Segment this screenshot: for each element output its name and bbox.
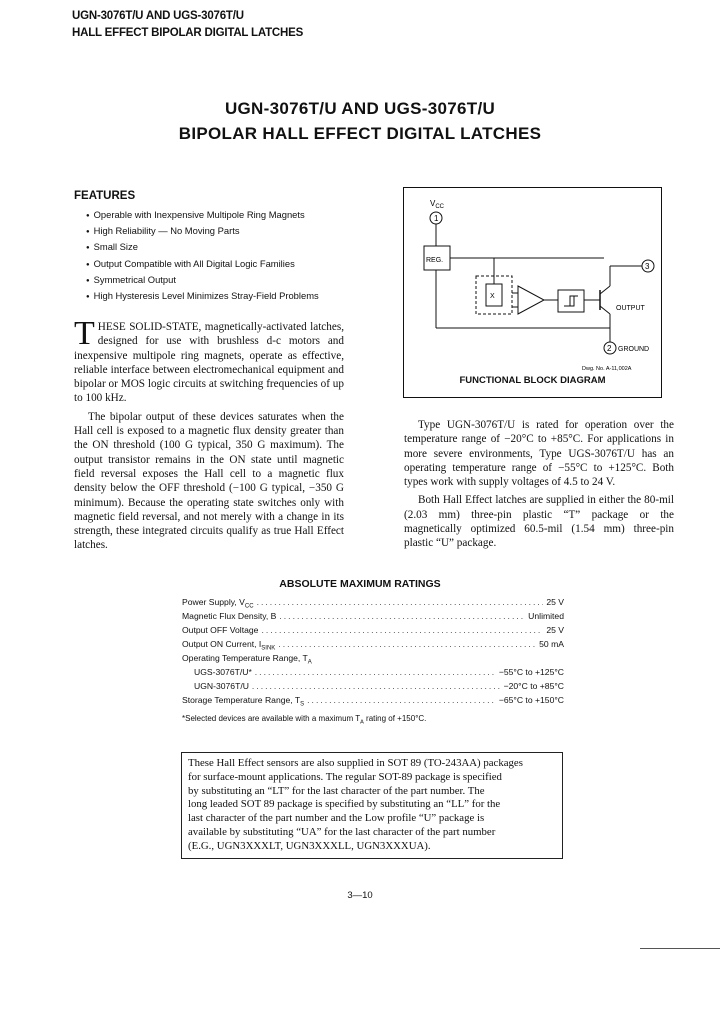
transistor-emitter — [600, 306, 610, 314]
running-header-line2: HALL EFFECT BIPOLAR DIGITAL LATCHES — [72, 27, 304, 39]
drawing-number: Dwg. No. A-11,002A — [582, 366, 632, 372]
output-label: OUTPUT — [616, 305, 645, 312]
rating-row: Storage Temperature Range, $T_S$ ..... −65°C to +150°C — [182, 695, 564, 708]
note-line: available by substituting “UA” for the last character of the part number — [188, 825, 496, 838]
title-line1: UGN-3076T/U AND UGS-3076T/U — [224, 99, 496, 118]
drop-cap: T — [74, 315, 95, 352]
note-line: (E.G., UGN3XXXLT, UGN3XXXLL, UGN3XXXUA). — [188, 839, 431, 852]
hysteresis-symbol — [564, 296, 578, 306]
feature-item: ● Output Compatible with All Digital Logic Families — [86, 257, 376, 273]
pin2-number: 2 — [607, 344, 612, 353]
intro-column — [74, 315, 344, 553]
intro-paragraph-1: HESE SOLID-STATE, magnetically-activated latches, designed for use with brushless d-c motors and inexpensive multipole ring magnets, operate as effective, reliable interface between electromechanical equipment and bipolar or MOS logic circuits at switching frequencies of up to 100 kHz. — [74, 321, 344, 405]
rating-row: Output ON Current, $I_{SINK}$ ..... 50 mA — [182, 639, 564, 652]
diagram-caption: FUNCTIONAL BLOCK DIAGRAM — [459, 375, 606, 386]
scan-rule — [640, 948, 720, 949]
pin1-number: 1 — [434, 214, 439, 223]
sot89-note-box — [181, 752, 563, 859]
right-paragraph-2: Both Hall Effect latches are supplied in either the 80-mil (2.03 mm) three-pin plastic “T” package or the magnetically optimized 60.5-mil (1.54 mm) three-pin plastic “U” package. — [404, 494, 674, 550]
features-list — [86, 208, 376, 305]
feature-item: ● High Reliability — No Moving Parts — [86, 224, 376, 240]
schmitt-trigger-block — [558, 290, 584, 312]
ground-label: GROUND — [618, 346, 650, 353]
features-heading: FEATURES — [74, 190, 136, 202]
ratings-footnote: *Selected devices are available with a maximum $T_A$ rating of +150°C. — [182, 714, 427, 726]
note-line: last character of the part number and the Low profile “U” package is — [188, 812, 485, 825]
vcc-label: $V_{CC}$ — [430, 199, 445, 210]
feature-item: ● Small Size — [86, 240, 376, 256]
right-paragraph-1: Type UGN-3076T/U is rated for operation over the temperature range of −20°C to +85°C. For applications in more severe environments, Type UGS-3076T/U has an operating temperature range of −55°C to +125°C. Both types work with supply voltages of 4.5 to 24 V. — [404, 419, 674, 489]
pin3-number: 3 — [645, 262, 650, 271]
intro-paragraph-2: The bipolar output of these devices saturates when the Hall cell is exposed to a magnetic flux density greater than the ON threshold (100 G typical, 350 G maximum). The output transistor remains in the ON state until magnetic field reversal exposes the Hall cell to a magnetic flux density below the OFF threshold (−100 G typical, −350 G minimum). Because the operating state switches only with magnetic field reversal, and not merely with a change in its strength, these integrated circuits qualify as true Hall Effect latches. — [74, 410, 344, 552]
page-number: 3—10 — [347, 890, 373, 901]
ratings-heading: ABSOLUTE MAXIMUM RATINGS — [279, 578, 441, 590]
running-header-line1: UGN-3076T/U AND UGS-3076T/U — [72, 10, 244, 22]
note-line: These Hall Effect sensors are also supplied in SOT 89 (TO-243AA) packages — [188, 757, 523, 769]
rating-row: UGN-3076T/U ..... −20°C to +85°C — [182, 681, 564, 694]
rating-row: Magnetic Flux Density, B ..... Unlimited — [182, 611, 564, 624]
rating-row: UGS-3076T/U* ..... −55°C to +125°C — [182, 667, 564, 680]
feature-item: ● High Hysteresis Level Minimizes Stray-Field Problems — [86, 289, 376, 305]
note-line: long leaded SOT 89 package is specified by substituting an “LL” for the — [188, 798, 501, 811]
block-diagram-frame — [403, 187, 662, 398]
feature-item: ● Operable with Inexpensive Multipole Ring Magnets — [86, 208, 376, 224]
reg-label: REG. — [426, 257, 444, 264]
rating-row: Operating Temperature Range, $T_A$ — [182, 653, 312, 666]
note-line: by substituting an “LT” for the last character of the part number. The — [188, 784, 485, 797]
block-diagram-svg — [404, 188, 661, 397]
amplifier-symbol — [518, 286, 544, 314]
note-line: for surface-mount applications. The regular SOT-89 package is specified — [188, 770, 502, 783]
transistor-collector — [600, 286, 610, 294]
title-line2: BIPOLAR HALL EFFECT DIGITAL LATCHES — [178, 124, 542, 143]
hall-x-symbol: X — [490, 293, 495, 300]
right-column-text — [404, 418, 674, 551]
rating-row: Power Supply, $V_{CC}$ ..... 25 V — [182, 597, 564, 610]
rating-row: Output OFF Voltage ..... 25 V — [182, 625, 564, 638]
feature-item: ● Symmetrical Output — [86, 273, 376, 289]
